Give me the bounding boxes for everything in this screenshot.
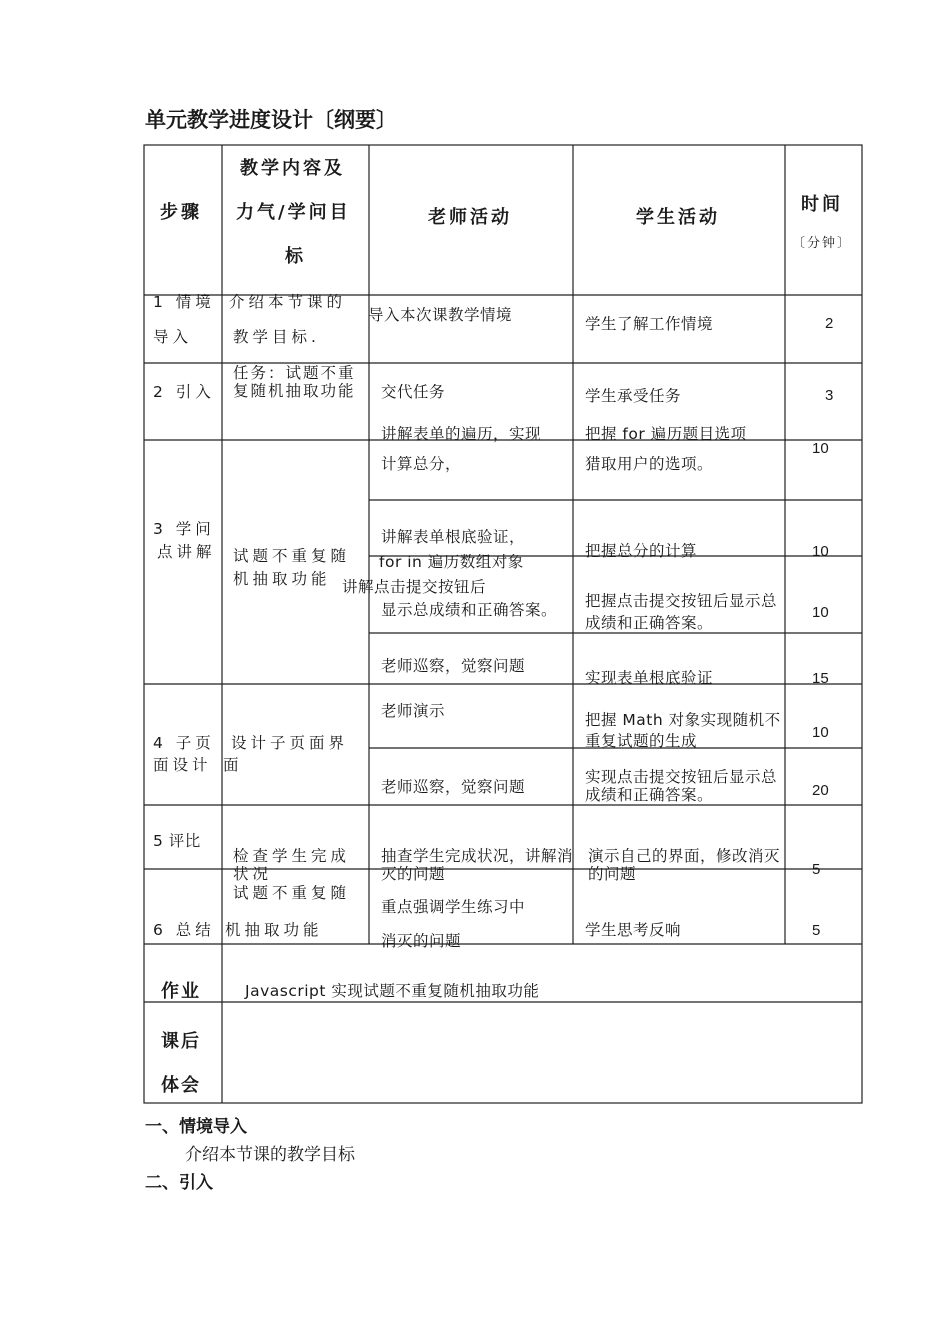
r1-step-line1: 1 情境 — [153, 293, 215, 311]
r3-teacher-b-line2: for in 遍历数组对象 — [379, 553, 524, 571]
r2-teacher: 交代任务 — [381, 383, 446, 401]
section-1-heading: 一、情境导入 — [145, 1117, 247, 1137]
r5-content: 检查学生完成状况 — [233, 847, 351, 883]
r5-student: 演示自己的界面，修改消灭的问题 — [588, 847, 781, 883]
r3-student-a-line2: 猎取用户的选项。 — [585, 455, 714, 473]
r2-student: 学生承受任务 — [585, 387, 682, 405]
r4-step-line2: 面设计 — [153, 756, 212, 774]
r5-teacher: 抽查学生完成状况，讲解消灭的问题 — [381, 847, 574, 883]
r2-content: 任务：试题不重复随机抽取功能 — [233, 364, 356, 400]
r3-content-line2: 机抽取功能 — [233, 570, 331, 588]
r4-step-line1: 4 子页 — [153, 734, 215, 752]
homework-text: Javascript 实现试题不重复随机抽取功能 — [245, 982, 540, 1000]
r3-time-b: 10 — [812, 543, 829, 560]
r4-time-b: 20 — [812, 782, 829, 799]
r6-content-line2: 机抽取功能 — [225, 921, 323, 939]
r3-student-c: 把握点击提交按钮后显示总成绩和正确答案。 — [585, 592, 778, 632]
r1-step-line2: 导入 — [153, 328, 193, 346]
r3-teacher-b-line1: 讲解表单根底验证， — [381, 528, 526, 546]
header-content-line2: 力气/学问目 — [236, 202, 351, 223]
reflection-label-line2: 体会 — [161, 1075, 201, 1096]
r6-step: 6 总结 — [153, 921, 215, 939]
r3-teacher-d: 老师巡察，觉察问题 — [381, 657, 526, 675]
header-step: 步骤 — [160, 202, 202, 223]
r4-teacher-b: 老师巡察，觉察问题 — [381, 778, 526, 796]
header-content-line3: 标 — [285, 246, 306, 267]
r3-time-c: 10 — [812, 604, 829, 621]
page-title: 单元教学进度设计〔纲要〕 — [145, 108, 397, 132]
r3-step-line1: 3 学问 — [153, 520, 215, 538]
r4-teacher-a: 老师演示 — [381, 702, 446, 720]
r6-teacher-line1: 重点强调学生练习中 — [381, 898, 526, 916]
r2-step: 2 引入 — [153, 383, 215, 401]
r5-step: 5 评比 — [153, 832, 201, 850]
r1-student: 学生了解工作情境 — [585, 315, 714, 333]
r4-time-a: 10 — [812, 724, 829, 741]
r3-teacher-a-line2: 计算总分， — [381, 455, 462, 473]
r1-time: 2 — [825, 315, 834, 332]
r6-student: 学生思考反响 — [585, 921, 682, 939]
r1-teacher: 导入本次课教学情境 — [368, 306, 513, 324]
r1-content-line2: 教学目标. — [233, 328, 320, 346]
homework-label: 作业 — [161, 981, 201, 1002]
r6-time: 5 — [812, 922, 821, 939]
r3-student-b: 把握总分的计算 — [585, 542, 698, 560]
r3-content-line1: 试题不重复随 — [233, 547, 351, 565]
r6-teacher-line2: 消灭的问题 — [381, 932, 462, 950]
header-time: 时间 — [801, 194, 843, 215]
r6-content-line1: 试题不重复随 — [233, 884, 351, 902]
r3-teacher-c: 显示总成绩和正确答案。 — [381, 601, 558, 619]
r2-time: 3 — [825, 387, 834, 404]
r1-content-line1: 介绍本节课的 — [229, 293, 347, 311]
r4-content-line1: 设计子页面界 — [231, 734, 349, 752]
r4-student-a: 把握 Math 对象实现随机不重复试题的生成 — [585, 711, 781, 750]
r3-student-d: 实现表单根底验证 — [585, 669, 714, 687]
r4-student-b: 实现点击提交按钮后显示总成绩和正确答案。 — [585, 768, 778, 804]
r3-time-a: 10 — [812, 440, 829, 457]
section-1-text: 介绍本节课的教学目标 — [185, 1145, 355, 1165]
r3-teacher-a-line1: 讲解表单的遍历，实现 — [381, 425, 542, 443]
r3-student-a-line1: 把握 for 遍历题目选项 — [585, 425, 747, 443]
header-teacher: 老师活动 — [428, 207, 512, 228]
reflection-label-line1: 课后 — [161, 1031, 201, 1052]
header-content-line1: 教学内容及 — [240, 158, 345, 179]
r3-teacher-c-lead: 讲解点击提交按钮后 — [342, 578, 487, 596]
section-2-heading: 二、引入 — [145, 1173, 213, 1193]
r4-content-line2: 面 — [223, 756, 243, 774]
r3-time-d: 15 — [812, 670, 829, 687]
r3-step-line2: 点讲解 — [157, 543, 216, 561]
r5-time: 5 — [812, 861, 821, 878]
header-student: 学生活动 — [636, 207, 720, 228]
header-time-unit: 〔分钟〕 — [792, 236, 853, 251]
